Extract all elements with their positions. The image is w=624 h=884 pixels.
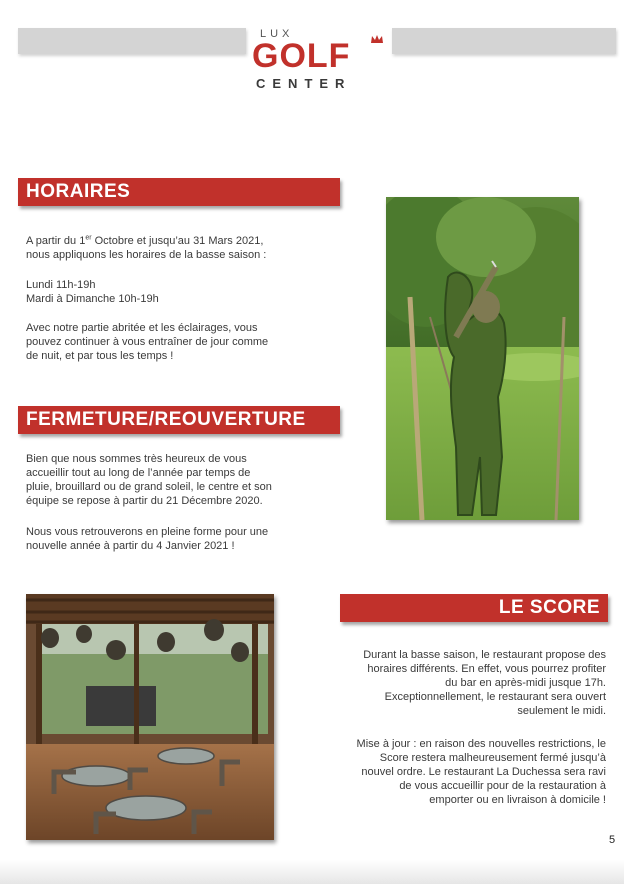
header-bar-right xyxy=(392,28,616,54)
logo-bottom-text: CENTER xyxy=(256,76,352,91)
reouverture-text: Nous vous retrouverons en pleine forme pour une nouvelle année à partir du 4 Janvier 2021 ! xyxy=(26,526,269,552)
schedule-line: Mardi à Dimanche 10h-19h xyxy=(26,293,159,305)
score-update-text: Mise à jour : en raison des nouvelles restrictions, le Score restera malheureusement fermé jusqu’à nouvel ordre. Le restaurant La Duchessa sera ravi de vous accueillir pour de la restauration à emporter ou en livraison à domicile ! xyxy=(356,738,606,806)
logo-main-text: GOLF xyxy=(252,37,351,75)
crown-icon xyxy=(370,34,384,44)
restaurant-terrace-photo xyxy=(26,594,274,840)
logo-top-text: LUX xyxy=(260,28,294,40)
horaires-intro: A partir du 1er Octobre et jusqu’au 31 Mars 2021, nous appliquons les horaires de la basse saison : xyxy=(26,234,267,261)
horaires-heading: HORAIRES xyxy=(18,178,340,206)
header-bar-left xyxy=(18,28,246,54)
golfer-topiary-photo xyxy=(386,197,579,520)
schedule-line: Lundi 11h-19h xyxy=(26,279,96,291)
horaires-schedule xyxy=(26,278,159,306)
fermeture-heading: FERMETURE/REOUVERTURE xyxy=(18,406,340,434)
page-bottom-shade xyxy=(0,860,624,884)
score-hours-text: Durant la basse saison, le restaurant propose des horaires différents. En effet, vous pourrez profiter du bar en après-midi jusque 17h. Exceptionnellement, le restaurant sera ouvert seulement le midi. xyxy=(363,649,606,717)
lux-golf-center-logo xyxy=(252,24,388,96)
fermeture-text: Bien que nous sommes très heureux de vous accueillir tout au long de l’année par temps de pluie, brouillard ou de grand soleil, le centre et son équipe se repose à partir du 21 Décembre 2020. xyxy=(26,453,272,507)
le-score-heading: LE SCORE xyxy=(340,594,608,622)
horaires-note: Avec notre partie abritée et les éclairages, vous pouvez continuer à vous entraîner de jour comme de nuit, et par tous les temps ! xyxy=(26,322,269,362)
page-number: 5 xyxy=(609,834,616,846)
